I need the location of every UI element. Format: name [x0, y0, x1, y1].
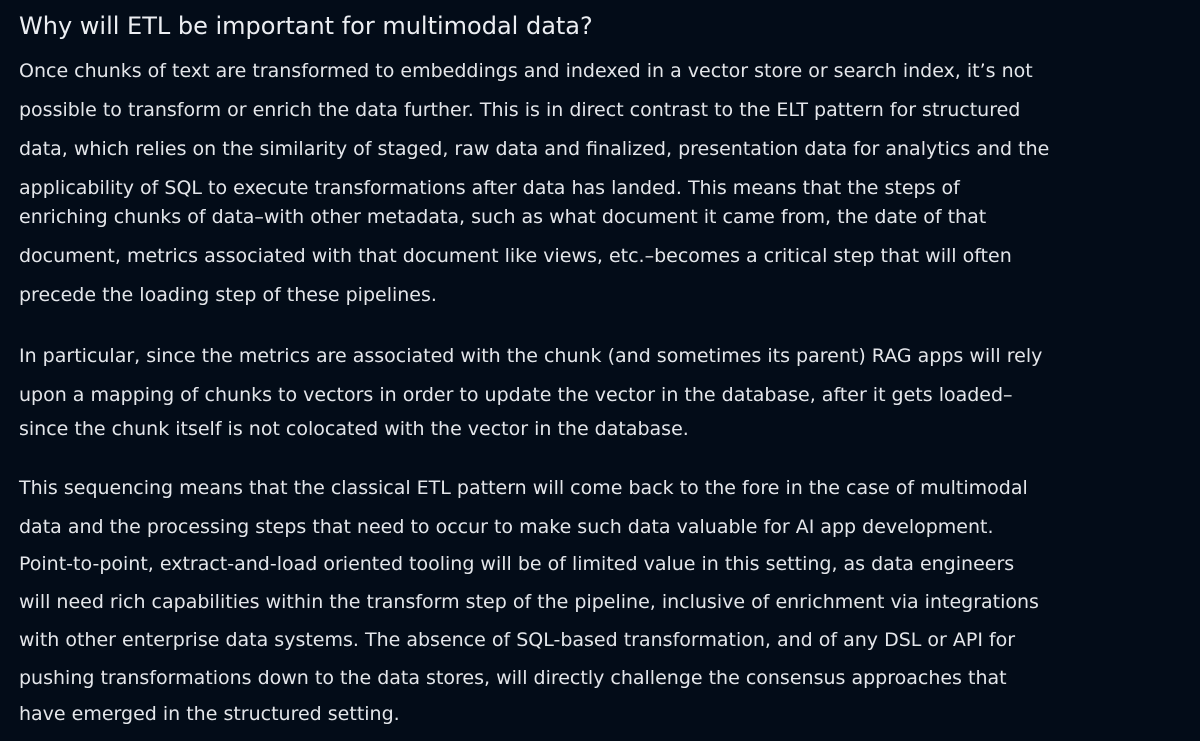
paragraph-line: with other enterprise data systems. The absence of SQL-based transformation, and of any DSL or API for: [19, 629, 1016, 651]
paragraph-line: since the chunk itself is not colocated with the vector in the database.: [19, 418, 689, 440]
paragraph-line: Point-to-point, extract-and-load oriented tooling will be of limited value in this setting, as data engineers: [19, 553, 1015, 575]
paragraph-line: data, which relies on the similarity of staged, raw data and finalized, presentation data for analytics and the: [19, 138, 1050, 160]
paragraph-line: possible to transform or enrich the data further. This is in direct contrast to the ELT pattern for structured: [19, 99, 1021, 121]
paragraph-line: This sequencing means that the classical ETL pattern will come back to the fore in the case of multimodal: [19, 477, 1028, 499]
paragraph-line: upon a mapping of chunks to vectors in order to update the vector in the database, after it gets loaded–: [19, 384, 1013, 406]
paragraph-line: Once chunks of text are transformed to embeddings and indexed in a vector store or search index, it’s not: [19, 60, 1033, 82]
paragraph-line: enriching chunks of data–with other metadata, such as what document it came from, the date of that: [19, 206, 987, 228]
paragraph-line: data and the processing steps that need to occur to make such data valuable for AI app development.: [19, 516, 994, 538]
article-heading: Why will ETL be important for multimodal data?: [19, 12, 593, 40]
paragraph-line: applicability of SQL to execute transformations after data has landed. This means that the steps of: [19, 177, 960, 199]
paragraph-line: In particular, since the metrics are associated with the chunk (and sometimes its parent) RAG apps will rely: [19, 345, 1043, 367]
paragraph-line: document, metrics associated with that document like views, etc.–becomes a critical step that will often: [19, 245, 1012, 267]
paragraph-line: will need rich capabilities within the transform step of the pipeline, inclusive of enrichment via integrations: [19, 591, 1039, 613]
paragraph-line: pushing transformations down to the data stores, will directly challenge the consensus approaches that: [19, 667, 1007, 689]
paragraph-line: precede the loading step of these pipelines.: [19, 284, 437, 306]
paragraph-line: have emerged in the structured setting.: [19, 703, 400, 725]
